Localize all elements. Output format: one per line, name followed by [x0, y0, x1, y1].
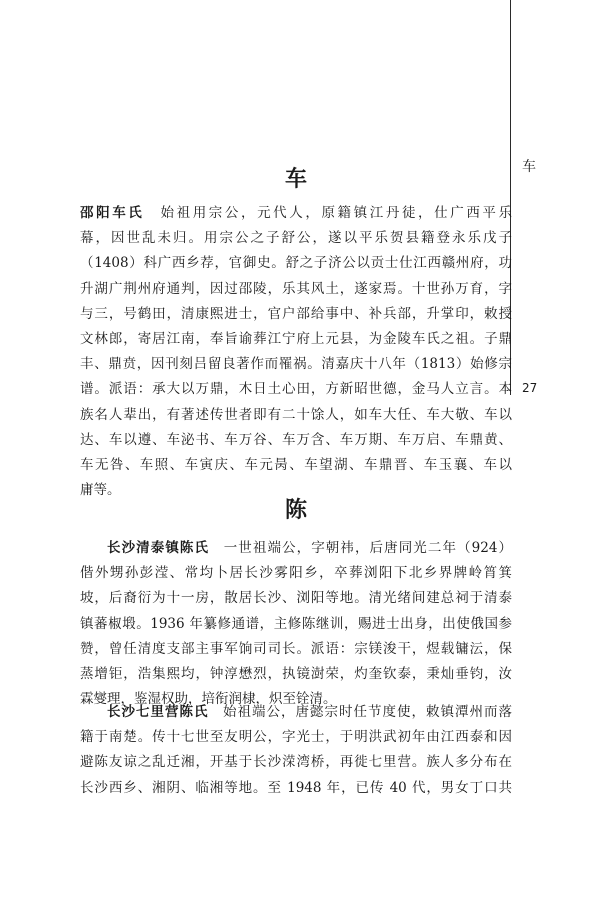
entry-line: 长沙七里营陈氏 始祖端公，唐懿宗时任节度使，敕镇潭州而落 — [107, 704, 512, 720]
entry-changsha-qiliying-chen — [80, 700, 512, 801]
page-number: 27 — [522, 381, 538, 395]
entry-line: 达、车以遵、车泌书、车万谷、车万含、车万期、车万启、车鼎黄、 — [80, 431, 512, 448]
entry-line: 与三，号鹤田，清康熙进士，官户部给事中、补兵部，升掌印，敕授 — [80, 305, 512, 322]
entry-line: 文林郎，寄居江南，奉旨谕葬江宁府上元县，为金陵车氏之祖。子鼎 — [80, 331, 512, 348]
entry-heading: 邵阳车氏 — [80, 205, 145, 221]
entry-line: 偕外甥孙彭滢、常均卜居长沙雾阳乡，卒葬浏阳下北乡界牌岭筲箕 — [80, 565, 512, 582]
entry-heading: 长沙七里营陈氏 — [107, 704, 209, 720]
section-title-che: 车 — [284, 167, 309, 192]
entry-line: 幕，因世乱未归。用宗公之子舒公，遂以平乐贺县籍登永乐戊子 — [80, 230, 512, 247]
entry-line: 赞，曾任清度支部主事军饷司司长。派语：宗镁浚干，煜载镛沄，保 — [80, 640, 512, 657]
entry-line: 长沙清泰镇陈氏 一世祖端公，字朝祎，后唐同光二年（924） — [107, 540, 513, 556]
entry-shaoyang-che — [80, 201, 512, 503]
thumb-index-char: 车 — [522, 159, 536, 175]
entry-line: 避陈友谅之乱迁湘，开基于长沙溁湾桥，再徙七里营。族人多分布在 — [80, 754, 512, 771]
entry-line: （1408）科广西乡荐，官御史。舒之子济公以贡士仕江西赣州府，功 — [80, 255, 512, 272]
entry-line: 邵阳车氏 始祖用宗公，元代人，原籍镇江丹徒，仕广西平乐 — [80, 205, 513, 221]
entry-heading: 长沙清泰镇陈氏 — [107, 540, 210, 556]
entry-line: 蒸增钜，浩集熙均，钟淳懋烈，执镜澍荣，灼奎钦泰，秉灿垂钧，汝 — [80, 666, 512, 683]
entry-line: 坡，后裔衍为十一房，散居长沙、浏阳等地。清光绪间建总祠于清泰 — [80, 590, 512, 607]
entry-line: 谱。派语：承大以万鼎，木日土心田，方新昭世德，金马人立言。本 — [80, 381, 512, 398]
entry-changsha-qingtai-chen — [80, 536, 512, 712]
entry-line: 丰、鼎贲，因刊刻吕留良著作而罹祸。清嘉庆十八年（1813）始修宗 — [80, 356, 512, 373]
entry-line: 庸等。 — [80, 482, 121, 499]
entry-line: 镇蕃椒塅。1936 年纂修通谱，主修陈继训，赐进士出身，出使俄国参 — [80, 615, 512, 632]
entry-line: 籍于南楚。传十七世至友明公，字光士，于明洪武初年由江西泰和因 — [80, 729, 512, 746]
entry-line: 霖燮理，鉴湿权助，培衔润棣，炽至铨清。 — [80, 691, 337, 708]
section-title-chen: 陈 — [284, 498, 309, 523]
entry-line: 长沙西乡、湘阴、临湘等地。至 1948 年，已传 40 代，男女丁口共 — [80, 779, 512, 796]
entry-line: 车无咎、车照、车寅庆、车元昺、车望湖、车鼎晋、车玉襄、车以 — [80, 457, 512, 474]
entry-line: 族名人辈出，有著述传世者即有二十馀人，如车大任、车大敬、车以 — [80, 406, 512, 423]
entry-line: 升湖广荆州府通判，因过邵陵，乐其风土，遂家焉。十世孙万育，字 — [80, 280, 512, 297]
